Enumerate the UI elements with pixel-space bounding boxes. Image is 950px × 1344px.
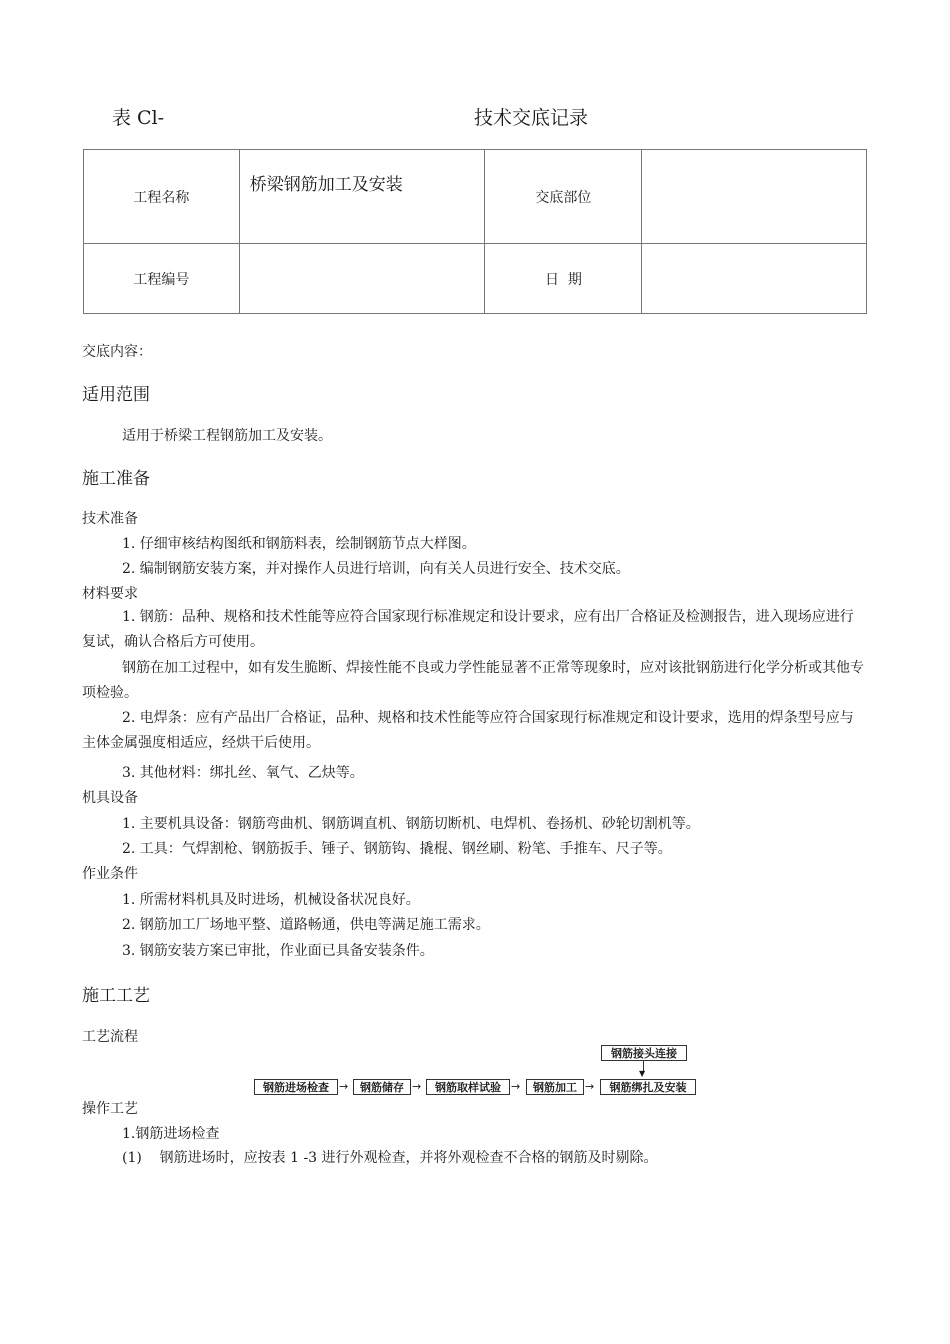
operation-subheading: 1.钢筋进场检查 (122, 1126, 220, 1142)
arrow-right-icon: → (339, 1080, 349, 1093)
prep-heading: 施工准备 (82, 469, 150, 489)
list-item: 3. 钢筋安装方案已审批，作业面已具备安装条件。 (122, 943, 434, 959)
process-heading: 施工工艺 (82, 986, 150, 1006)
page-title: 技术交底记录 (474, 107, 589, 129)
record-table (83, 149, 867, 314)
equipment-heading: 机具设备 (82, 790, 138, 806)
tech-prep-heading: 技术准备 (82, 511, 138, 527)
list-item: 2. 钢筋加工厂场地平整、道路畅通，供电等满足施工需求。 (122, 917, 490, 933)
list-item: 1. 所需材料机具及时进场，机械设备状况良好。 (122, 892, 420, 908)
arrow-right-icon: → (412, 1080, 422, 1093)
location-label: 交底部位 (485, 150, 642, 244)
materials-item-3: 3. 其他材料：绑扎丝、氧气、乙炔等。 (122, 765, 364, 781)
flow-branch-arrow-icon: ▼ (639, 1069, 646, 1078)
list-item: 2. 工具：气焊割枪、钢筋扳手、锤子、钢筋钩、撬棍、钢丝刷、粉笔、手推车、尺子等。 (122, 841, 672, 857)
date-label: 日 期 (485, 244, 642, 314)
list-item: 1. 主要机具设备：钢筋弯曲机、钢筋调直机、钢筋切断机、电焊机、卷扬机、砂轮切割机等。 (122, 816, 700, 832)
flow-step-3: 钢筋取样试验 (426, 1079, 510, 1095)
flow-step-1: 钢筋进场检查 (254, 1079, 338, 1095)
list-item: 2. 编制钢筋安装方案，并对操作人员进行培训，向有关人员进行安全、技术交底。 (122, 561, 630, 577)
location-value (642, 150, 867, 244)
date-value (642, 244, 867, 314)
project-no-label: 工程编号 (84, 244, 240, 314)
flow-step-2: 钢筋储存 (353, 1079, 411, 1095)
materials-item-1: 1. 钢筋：品种、规格和技术性能等应符合国家现行标准规定和设计要求，应有出厂合格证及检测报告，进入现场应进行复试，确认合格后方可使用。 (82, 609, 854, 650)
flow-step-5: 钢筋绑扎及安装 (600, 1079, 696, 1095)
arrow-right-icon: → (511, 1080, 521, 1093)
list-item: 1. 仔细审核结构图纸和钢筋料表，绘制钢筋节点大样图。 (122, 536, 476, 552)
conditions-heading: 作业条件 (82, 866, 138, 882)
flow-heading: 工艺流程 (82, 1029, 138, 1045)
materials-item-1b: 钢筋在加工过程中，如有发生脆断、焊接性能不良或力学性能显著不正常等现象时，应对该批钢筋进行化学分析或其他专项检验。 (82, 660, 864, 701)
operation-heading: 操作工艺 (82, 1101, 138, 1117)
arrow-right-icon: → (585, 1080, 595, 1093)
operation-item-1: (1) 钢筋进场时，应按表 1 -3 进行外观检查，并将外观检查不合格的钢筋及时剔除。 (122, 1150, 658, 1166)
flow-step-4: 钢筋加工 (526, 1079, 584, 1095)
project-name-label: 工程名称 (84, 150, 240, 244)
flow-branch-box: 钢筋接头连接 (601, 1045, 687, 1061)
project-no-value (239, 244, 485, 314)
materials-heading: 材料要求 (82, 586, 138, 602)
scope-text: 适用于桥梁工程钢筋加工及安装。 (122, 428, 332, 444)
project-name-value: 桥梁钢筋加工及安装 (239, 150, 485, 244)
form-number: 表 Cl- (112, 107, 165, 129)
materials-item-2: 2. 电焊条：应有产品出厂合格证，品种、规格和技术性能等应符合国家现行标准规定和设计要求，选用的焊条型号应与主体金属强度相适应，经烘干后使用。 (82, 710, 854, 751)
content-label: 交底内容： (82, 344, 152, 360)
scope-heading: 适用范围 (82, 385, 150, 405)
